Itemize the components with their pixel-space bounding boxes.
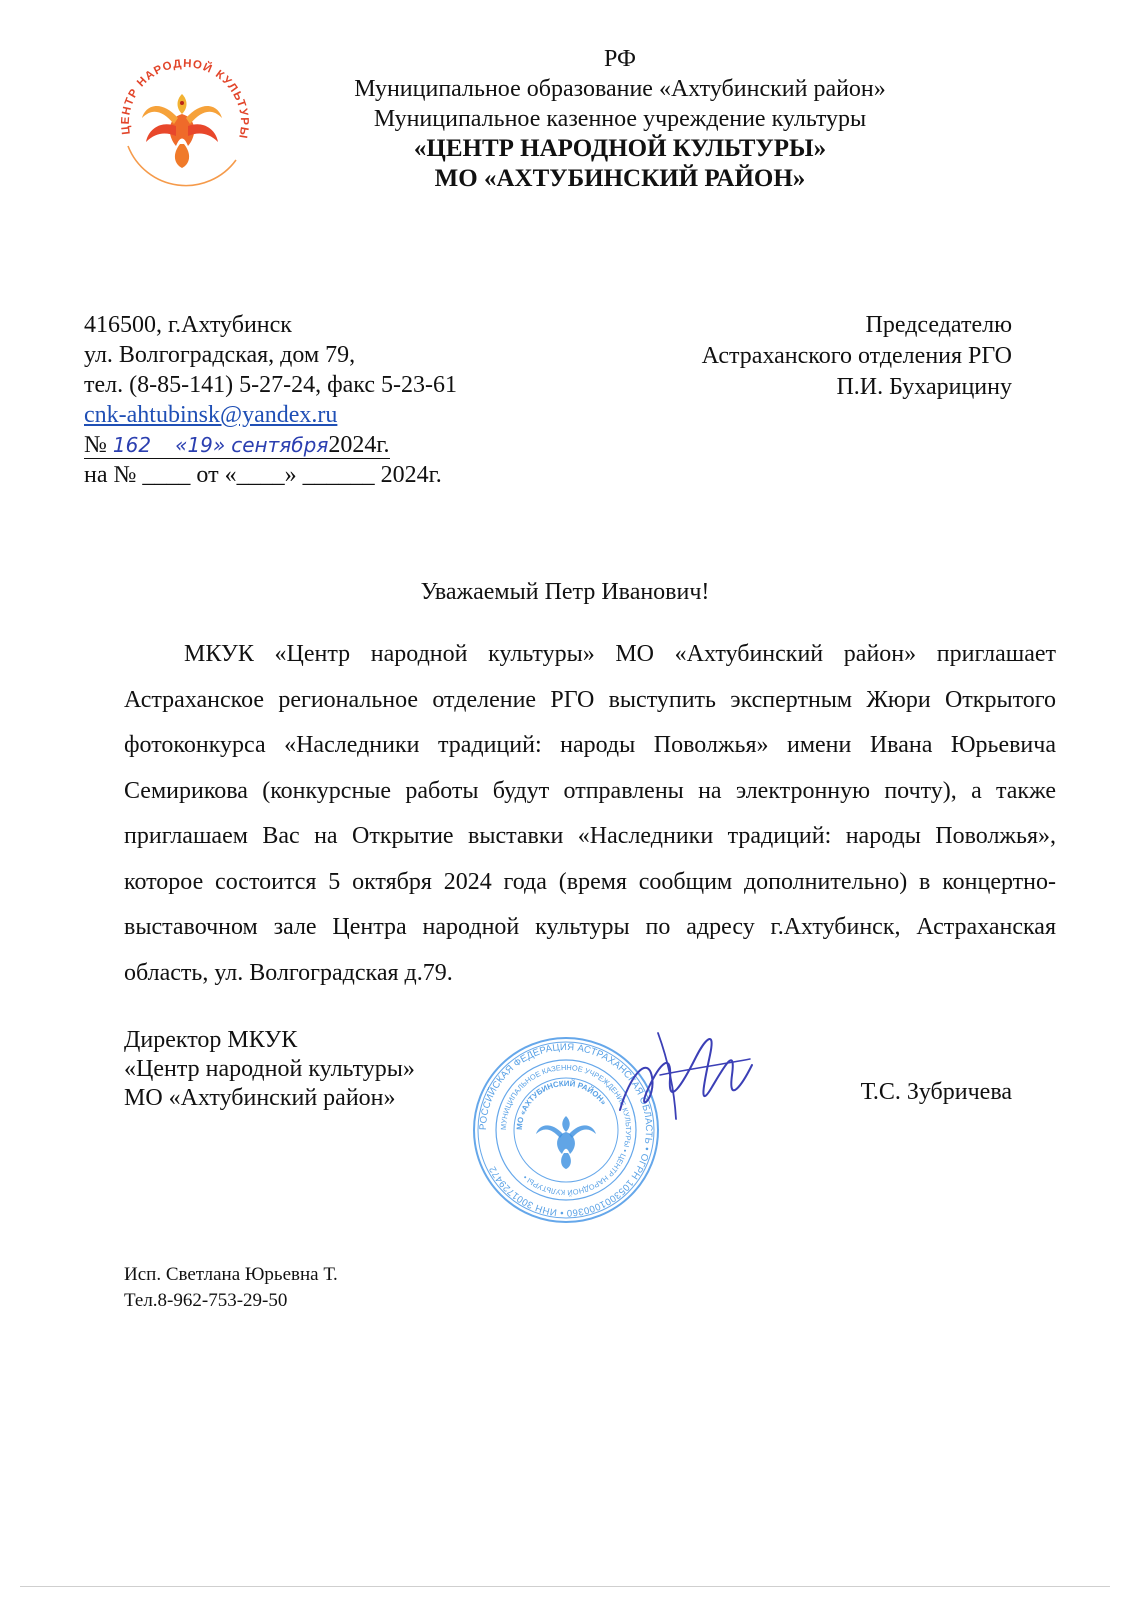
stamp-outer-text: РОССИЙСКАЯ ФЕДЕРАЦИЯ АСТРАХАНСКАЯ ОБЛАСТЬ • ОГРН 1053001000360 • ИНН 3001729472 bbox=[477, 1041, 655, 1219]
reply-reference-line: на № ____ от «____» ______ 2024г. bbox=[84, 462, 442, 488]
signatory-title bbox=[124, 1026, 415, 1113]
recipient-line3: П.И. Бухарицину bbox=[836, 374, 1012, 400]
signatory-name: Т.С. Зубричева bbox=[860, 1079, 1012, 1105]
sender-address-line2: ул. Волгоградская, дом 79, bbox=[84, 342, 356, 368]
sender-email-link[interactable]: cnk-ahtubinsk@yandex.ru bbox=[84, 402, 338, 428]
center-name: «ЦЕНТР НАРОДНОЙ КУЛЬТУРЫ» bbox=[413, 135, 827, 162]
firebird-logo bbox=[108, 42, 256, 190]
logo-text: ЦЕНТР НАРОДНОЙ КУЛЬТУРЫ bbox=[119, 57, 251, 141]
letter-body: МКУК «Центр народной культуры» МО «Ахтубинский район» приглашает Астраханское региональное отделение РГО выступить экспертным Жюри Открытого фотоконкурса «Наследники традиций: народы Поволжья» имени Ивана Юрьевича Семирикова (конкурсные работы будут отправлены на электронную почту), а также приглашаем Вас на Открытие выставки «Наследники традиций: народы Поволжья», которое состоится 5 октября 2024 года (время сообщим дополнительно) в концертно-выставочном зале Центра народной культуры по адресу г.Ахтубинск, Астраханская область, ул. Волгоградская д.79. bbox=[124, 641, 1056, 986]
executor-name: Исп. Светлана Юрьевна Т. bbox=[124, 1264, 338, 1285]
stamp-inner-text: МУНИЦИПАЛЬНОЕ КАЗЕННОЕ УЧРЕЖДЕНИЕ КУЛЬТУРЫ • ЦЕНТР НАРОДНОЙ КУЛЬТУРЫ • bbox=[498, 1062, 634, 1198]
outgoing-year: 2024г. bbox=[328, 432, 390, 458]
outgoing-prefix: № bbox=[84, 432, 107, 458]
greeting: Уважаемый Петр Иванович! bbox=[420, 579, 710, 605]
signatory-title-line3: МО «Ахтубинский район» bbox=[124, 1085, 396, 1111]
handwritten-signature bbox=[600, 1015, 770, 1145]
recipient-line1: Председателю bbox=[865, 312, 1012, 338]
executor-phone: Тел.8-962-753-29-50 bbox=[124, 1290, 288, 1311]
stamp-center-text: МО «АХТУБИНСКИЙ РАЙОН» bbox=[514, 1078, 609, 1131]
recipient-line2: Астраханского отделения РГО bbox=[701, 343, 1012, 369]
outgoing-number-line bbox=[84, 430, 457, 460]
signatory-title-line1: Директор МКУК bbox=[124, 1027, 298, 1053]
outgoing-month-handwritten: сентября bbox=[231, 433, 329, 457]
executor-block bbox=[124, 1262, 338, 1314]
sender-phone: тел. (8-85-141) 5-27-24, факс 5-23-61 bbox=[84, 372, 457, 398]
institution-line: Муниципальное казенное учреждение культуры bbox=[373, 106, 867, 132]
country-line: РФ bbox=[604, 46, 636, 72]
outgoing-day-handwritten: «19» bbox=[175, 433, 226, 457]
recipient-block bbox=[702, 310, 1012, 403]
outgoing-number-handwritten: 162 bbox=[112, 433, 152, 457]
sender-block bbox=[84, 310, 457, 490]
scan-edge-divider bbox=[20, 1586, 1110, 1587]
signatory-title-line2: «Центр народной культуры» bbox=[124, 1056, 415, 1082]
sender-address-line1: 416500, г.Ахтубинск bbox=[84, 312, 292, 338]
outgoing-number-field bbox=[84, 432, 328, 459]
letterhead bbox=[320, 44, 920, 194]
municipality-line: Муниципальное образование «Ахтубинский район» bbox=[354, 76, 886, 102]
district-name: МО «АХТУБИНСКИЙ РАЙОН» bbox=[434, 165, 806, 192]
